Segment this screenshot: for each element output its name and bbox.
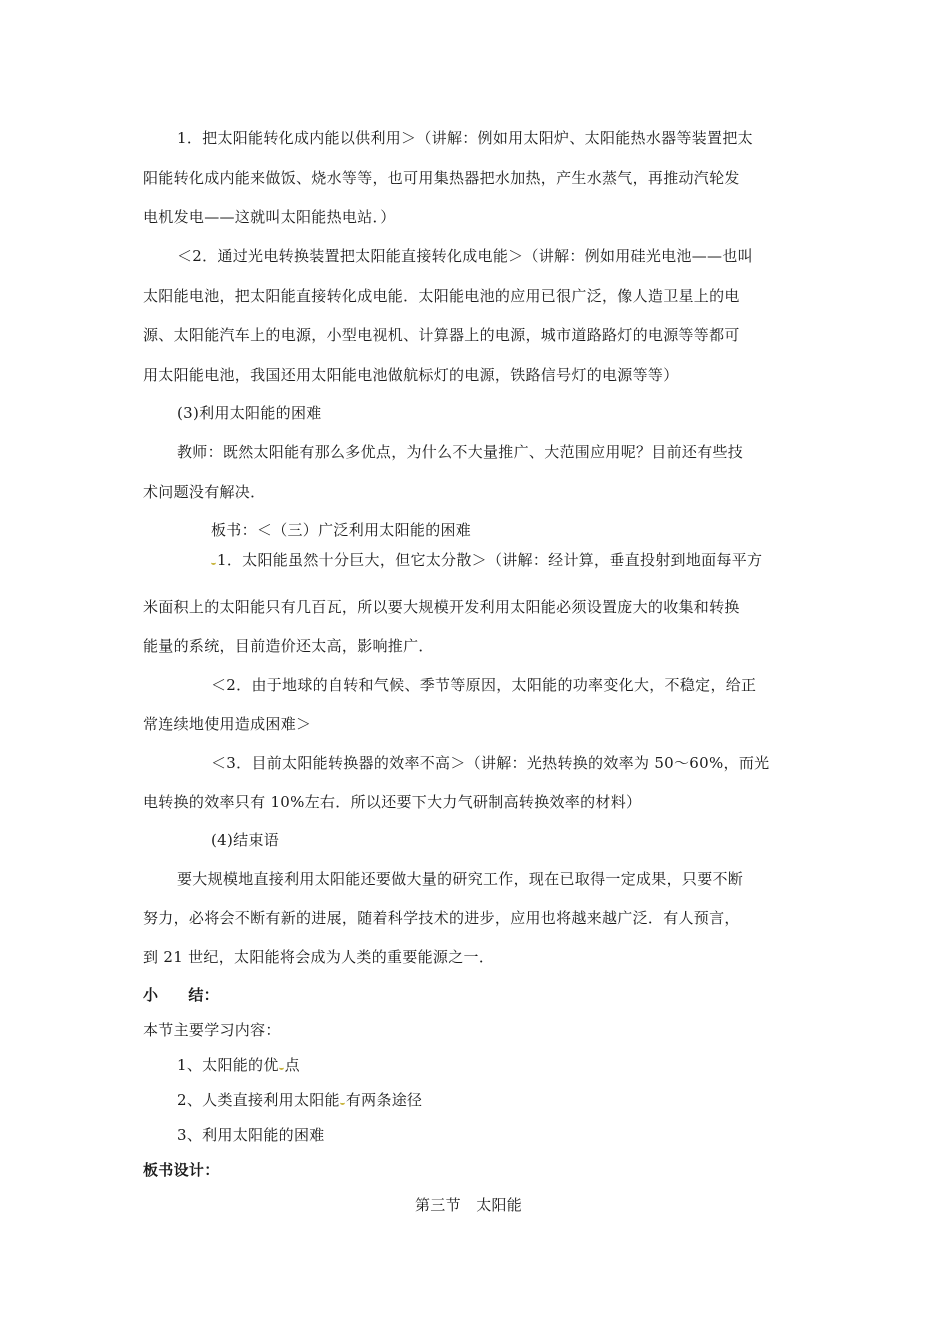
paragraph-line: 术问题没有解决．: [143, 483, 266, 501]
paragraph-line: 阳能转化成内能来做饭、烧水等等，也可用集热器把水加热，产生水蒸气，再推动汽轮发: [143, 169, 740, 187]
summary-item: 3、利用太阳能的困难: [177, 1126, 325, 1144]
summary-title: 小 结：: [143, 986, 219, 1004]
section-heading: (4)结束语: [211, 831, 280, 849]
paragraph-line: 1．把太阳能转化成内能以供利用＞（讲解：例如用太阳炉、太阳能热水器等装置把太: [177, 129, 753, 147]
annotation-mark: [340, 1099, 346, 1105]
section-heading: (3)利用太阳能的困难: [177, 404, 322, 422]
board-design-title: 板书设计：: [143, 1161, 220, 1179]
paragraph-line: 用太阳能电池，我国还用太阳能电池做航标灯的电源，铁路信号灯的电源等等）: [143, 366, 679, 384]
paragraph-line: ＜2．通过光电转换装置把太阳能直接转化成电能＞（讲解：例如用硅光电池——也叫: [177, 247, 753, 265]
paragraph-line: 要大规模地直接利用太阳能还要做大量的研究工作，现在已取得一定成果，只要不断: [177, 870, 744, 888]
paragraph-line: 电机发电——这就叫太阳能热电站．）: [143, 208, 396, 226]
paragraph-line: 到 21 世纪，太阳能将会成为人类的重要能源之一．: [143, 948, 495, 966]
paragraph-line: 努力，必将会不断有新的进展，随着科学技术的进步，应用也将越来越广泛．有人预言，: [143, 909, 740, 927]
paragraph-line: ＜3．目前太阳能转换器的效率不高＞（讲解：光热转换的效率为 50～60%，而光: [211, 754, 770, 772]
summary-item: 1、太阳能的优 点: [177, 1056, 300, 1074]
paragraph-line: 能量的系统，目前造价还太高，影响推广．: [143, 637, 434, 655]
item-text: ．太阳能虽然十分巨大，但它太分散＞（讲解：经计算，垂直投射到地面每平方: [226, 551, 763, 569]
item-number: 1: [217, 551, 227, 569]
paragraph-line: ＜2．由于地球的自转和气候、季节等原因，太阳能的功率变化大，不稳定，给正: [211, 676, 757, 694]
paragraph-line: 电转换的效率只有 10%左右．所以还要下大力气研制高转换效率的材料）: [143, 793, 642, 811]
annotation-mark: [279, 1064, 285, 1070]
annotation-mark: [211, 559, 217, 565]
summary-item: 2、人类直接利用太阳能 有两条途径: [177, 1091, 423, 1109]
paragraph-line: [211, 550, 762, 570]
board-note: 板书：＜（三）广泛利用太阳能的困难: [211, 521, 472, 539]
paragraph-line: 教师：既然太阳能有那么多优点，为什么不大量推广、大范围应用呢？目前还有些技: [177, 443, 744, 461]
board-design-heading: 第三节 太阳能: [415, 1196, 523, 1214]
summary-intro: 本节主要学习内容：: [143, 1021, 281, 1039]
paragraph-line: 源、太阳能汽车上的电源，小型电视机、计算器上的电源，城市道路路灯的电源等等都可: [143, 326, 740, 344]
paragraph-line: 米面积上的太阳能只有几百瓦，所以要大规模开发利用太阳能必须设置庞大的收集和转换: [143, 598, 740, 616]
paragraph-line: 太阳能电池，把太阳能直接转化成电能．太阳能电池的应用已很广泛，像人造卫星上的电: [143, 287, 740, 305]
paragraph-line: 常连续地使用造成困难＞: [143, 715, 312, 733]
